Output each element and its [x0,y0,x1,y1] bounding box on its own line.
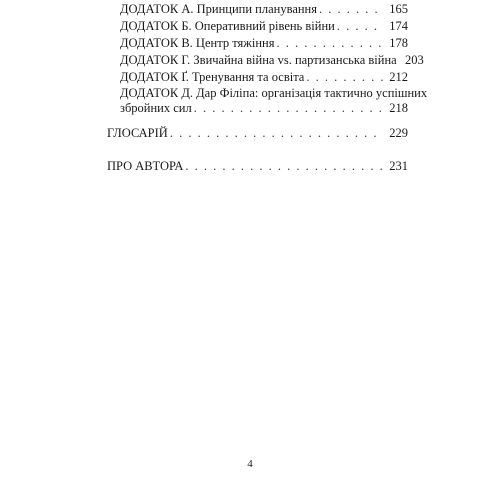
toc-entry-page: 178 [389,36,408,50]
toc-entry-appendix-h[interactable] [120,53,424,68]
toc-section-page: 231 [389,159,408,173]
toc-entry-appendix-d-line1[interactable]: ДОДАТОК Д. Дар Філіпа: організація тактично успішних [120,86,428,100]
toc-entry-title: ДОДАТОК Б. Оперативний рівень війни [120,19,335,33]
page-number: 4 [247,458,253,470]
toc-entry-page: 165 [389,2,408,16]
toc-entry-page: 212 [389,70,408,84]
toc-section-page: 229 [389,126,408,140]
toc-section-about-author[interactable] [107,159,408,174]
dot-leader [319,2,383,17]
toc-entry-title: ДОДАТОК А. Принципи планування [120,2,317,16]
toc-section-title: ПРО АВТОРА [107,159,184,173]
toc-entry-title: ДОДАТОК В. Центр тяжіння [120,36,275,50]
dot-leader [194,101,383,116]
toc-entry-page: 203 [404,53,424,67]
dot-leader [337,19,383,34]
toc-section-glossary[interactable] [107,126,408,141]
dot-leader [185,159,383,174]
toc-section-title: ГЛОСАРІЙ [107,126,168,140]
toc-entry-page: 174 [389,19,408,33]
toc-entry-appendix-g[interactable] [120,70,408,85]
toc-entry-title: ДОДАТОК Г. Звичайна війна vs. партизанська війна [120,53,397,67]
dot-leader [170,126,383,141]
toc-entry-appendix-b[interactable] [120,19,408,34]
toc-entry-title: збройних сил [120,101,192,115]
dot-leader [306,70,383,85]
toc-entry-appendix-v[interactable] [120,36,408,51]
toc-entry-page: 218 [389,101,408,115]
toc-entry-appendix-d[interactable] [120,101,408,116]
toc-entry-title: ДОДАТОК Ґ. Тренування та освіта [120,70,305,84]
toc-entry-appendix-a[interactable] [120,2,408,17]
dot-leader [276,36,383,51]
